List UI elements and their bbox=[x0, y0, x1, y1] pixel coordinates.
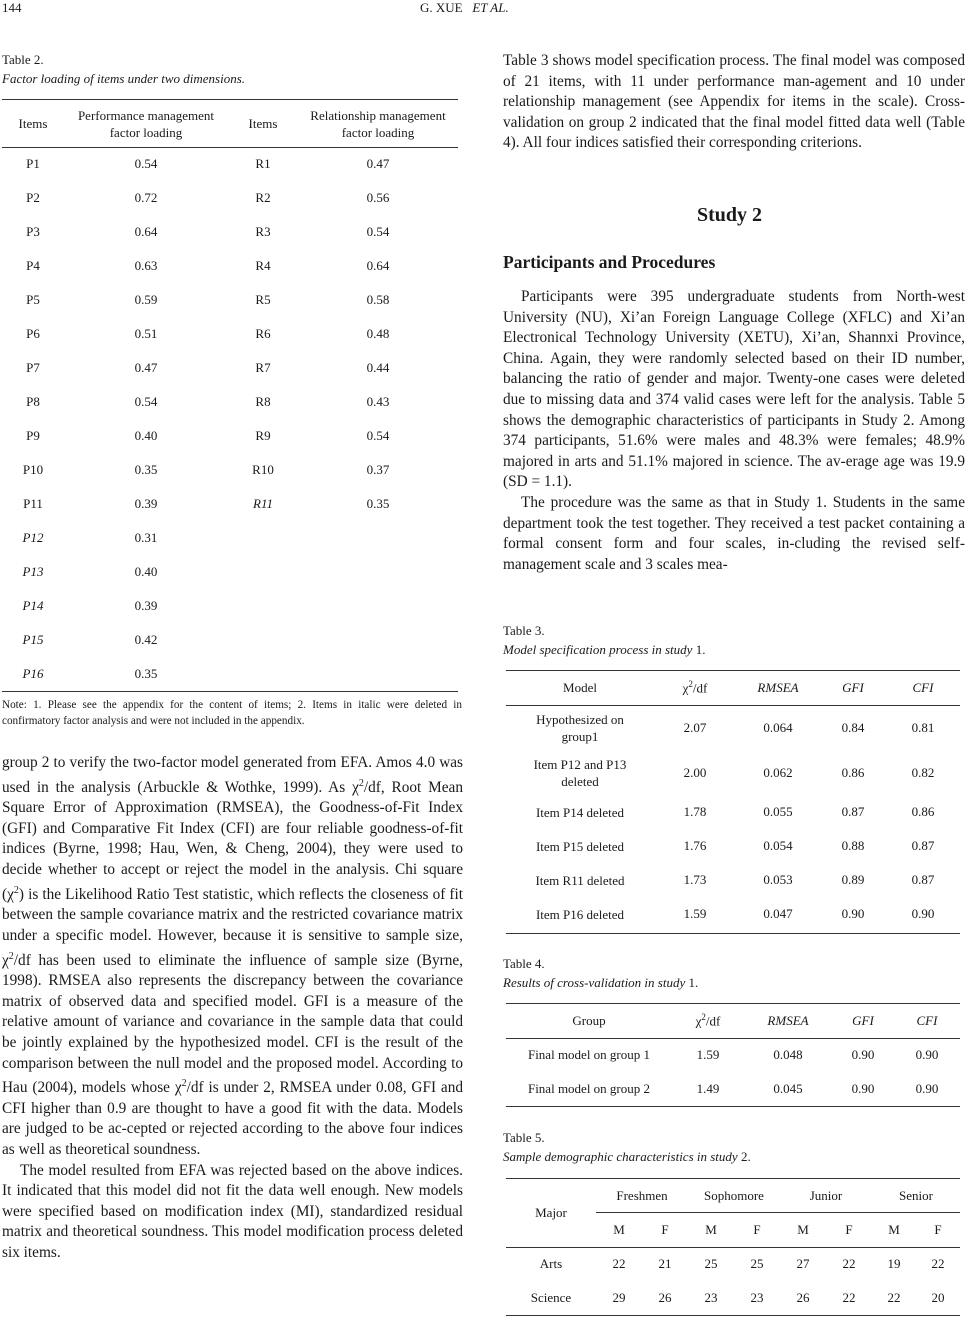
table2-col-items: Items bbox=[18, 115, 48, 131]
table2-loading-r: 0.64 bbox=[366, 258, 390, 273]
table4-title: Results of cross-validation in study bbox=[503, 975, 686, 990]
table-row bbox=[506, 1038, 960, 1072]
table2-item-r: R2 bbox=[255, 190, 271, 205]
table3-col-cfi: CFI bbox=[912, 680, 934, 695]
table2-loading-p: 0.63 bbox=[134, 258, 158, 273]
table-row bbox=[2, 215, 458, 249]
table5-sex: M bbox=[613, 1222, 625, 1237]
table2-loading-p: 0.51 bbox=[134, 326, 158, 341]
table3-gfi-cell: 0.89 bbox=[841, 872, 865, 887]
table2-item-p: P16 bbox=[22, 666, 44, 681]
table2-item-r: R10 bbox=[252, 462, 274, 477]
table5-value-cell: 22 bbox=[842, 1290, 856, 1305]
table3-model-cell bbox=[506, 750, 654, 795]
table2-item-r bbox=[228, 657, 298, 691]
table4-gfi-cell: 0.90 bbox=[851, 1047, 875, 1062]
table3-model-cell bbox=[506, 705, 654, 750]
table2-col-performance: Performance management factor loading bbox=[77, 107, 215, 140]
table4-chi-cell: 1.59 bbox=[696, 1047, 720, 1062]
table3-chi-cell: 1.76 bbox=[683, 838, 707, 853]
table2-loading-r bbox=[298, 589, 458, 623]
table3-model-cell bbox=[506, 863, 654, 897]
table2 bbox=[2, 100, 458, 691]
left-paragraph-2: The model resulted from EFA was rejected based on the above indices. It indicated that this model did not fit the data well enough. New models were specified based on modification index (MI), standardized residual matrix and theoretical soundness. This model modification process deleted six items. bbox=[2, 1161, 463, 1262]
table3-model-line1: Item R11 deleted bbox=[535, 872, 625, 888]
table3-number: Table 3. bbox=[503, 623, 545, 638]
table3 bbox=[506, 671, 960, 931]
table2-loading-r: 0.54 bbox=[366, 224, 390, 239]
table3-chi-cell: 1.73 bbox=[683, 872, 707, 887]
table5-value-cell: 27 bbox=[796, 1256, 810, 1271]
table5-year-row bbox=[506, 1179, 960, 1213]
table2-loading-p: 0.54 bbox=[134, 156, 158, 171]
table3-col-chi: $\chi^2/df$ bbox=[682, 679, 708, 696]
table3-gfi-cell: 0.90 bbox=[841, 906, 865, 921]
table3-rmsea-cell: 0.047 bbox=[763, 906, 793, 921]
table5-value-cell: 22 bbox=[842, 1256, 856, 1271]
table4-col-cfi: CFI bbox=[916, 1013, 938, 1028]
table2-item-r: R5 bbox=[255, 292, 271, 307]
table2-loading-p: 0.35 bbox=[134, 462, 158, 477]
table2-loading-r: 0.56 bbox=[366, 190, 390, 205]
table5-sex: M bbox=[705, 1222, 717, 1237]
table-row bbox=[2, 419, 458, 453]
table3-gfi-cell: 0.88 bbox=[841, 838, 865, 853]
table5-sex: M bbox=[797, 1222, 809, 1237]
table-row bbox=[2, 589, 458, 623]
table4 bbox=[506, 1004, 960, 1106]
table2-item-p: P15 bbox=[22, 632, 44, 647]
table-row bbox=[2, 623, 458, 657]
table-row bbox=[2, 521, 458, 555]
table2-item-p: P14 bbox=[22, 598, 44, 613]
table2-loading-r: 0.44 bbox=[366, 360, 390, 375]
table2-loading-p: 0.35 bbox=[134, 666, 158, 681]
table3-chi-cell: 2.00 bbox=[683, 764, 707, 780]
table4-cfi-cell: 0.90 bbox=[915, 1081, 939, 1096]
table-row bbox=[506, 897, 960, 931]
table-row bbox=[2, 555, 458, 589]
table2-loading-r: 0.35 bbox=[366, 496, 390, 511]
table2-loading-p: 0.42 bbox=[134, 632, 158, 647]
table2-item-p: P2 bbox=[26, 190, 40, 205]
table5-value-cell: 23 bbox=[704, 1290, 718, 1305]
table-row bbox=[2, 453, 458, 487]
table2-item-r: R4 bbox=[255, 258, 271, 273]
table5-value-cell: 26 bbox=[658, 1290, 672, 1305]
table3-chi-cell: 1.59 bbox=[683, 906, 707, 921]
table3-model-cell bbox=[506, 795, 654, 829]
table-row bbox=[506, 863, 960, 897]
table2-item-p: P6 bbox=[26, 326, 40, 341]
table3-rmsea-cell: 0.062 bbox=[763, 764, 793, 780]
table3-col-rmsea: RMSEA bbox=[757, 680, 799, 695]
page-number: 144 bbox=[2, 0, 22, 15]
table-row bbox=[506, 829, 960, 863]
table2-caption bbox=[2, 50, 245, 88]
table3-header-row bbox=[506, 671, 960, 705]
table5-year-sophomore: Sophomore bbox=[704, 1188, 764, 1203]
table2-item-r: R7 bbox=[255, 360, 271, 375]
table2-item-p: P3 bbox=[26, 224, 40, 239]
table-row bbox=[2, 487, 458, 521]
table2-item-r: R6 bbox=[255, 326, 271, 341]
table4-title-suffix: 1. bbox=[685, 975, 699, 990]
table3-model-line1: Hypothesized on bbox=[536, 711, 624, 727]
table4-rmsea-cell: 0.045 bbox=[773, 1081, 803, 1096]
table5-sex: F bbox=[753, 1222, 761, 1237]
running-header bbox=[420, 0, 509, 16]
table3-cfi-cell: 0.87 bbox=[911, 872, 935, 887]
table2-loading-r: 0.54 bbox=[366, 428, 390, 443]
table3-col-gfi: GFI bbox=[842, 680, 864, 695]
table3-model-line1: Item P15 deleted bbox=[535, 838, 625, 854]
right-body-text bbox=[503, 287, 965, 575]
table3-cfi-cell: 0.81 bbox=[911, 719, 935, 735]
table3-rmsea-cell: 0.053 bbox=[763, 872, 793, 887]
table2-loading-p: 0.47 bbox=[134, 360, 158, 375]
table5-year-senior: Senior bbox=[899, 1188, 933, 1203]
table3-model-line2: group1 bbox=[561, 728, 599, 744]
table2-title: Factor loading of items under two dimensions. bbox=[2, 71, 246, 86]
table5-sex: F bbox=[845, 1222, 853, 1237]
table3-gfi-cell: 0.84 bbox=[841, 719, 865, 735]
table3-caption bbox=[503, 621, 705, 659]
table5-value-cell: 26 bbox=[796, 1290, 810, 1305]
table5-sex: F bbox=[661, 1222, 669, 1237]
table2-item-r: R1 bbox=[255, 156, 271, 171]
table3-chi-cell: 2.07 bbox=[683, 719, 707, 735]
table2-loading-r: 0.43 bbox=[366, 394, 390, 409]
table3-model-line1: Item P14 deleted bbox=[535, 804, 625, 820]
table4-number: Table 4. bbox=[503, 956, 545, 971]
table2-item-r bbox=[228, 555, 298, 589]
table5-value-cell: 22 bbox=[931, 1256, 945, 1271]
superscript-two: 2 bbox=[13, 884, 19, 896]
table2-loading-p: 0.40 bbox=[134, 564, 158, 579]
superscript-two: 2 bbox=[8, 950, 14, 962]
table5-value-cell: 25 bbox=[750, 1256, 764, 1271]
table-row bbox=[2, 249, 458, 283]
table3-cfi-cell: 0.86 bbox=[911, 804, 935, 819]
table5-year-freshmen: Freshmen bbox=[616, 1188, 668, 1203]
table3-model-cell bbox=[506, 897, 654, 931]
table3-title-line bbox=[503, 640, 705, 659]
right-paragraph-2: Participants were 395 undergraduate students from North-west University (NU), Xi’an Foreign Language College (XFLC) and Xi’an Electronical Technology University (XETU), Xi’an, Shannxi Province, China. Again, they were randomly selected based on their ID number, balancing the ratio of gender and major. Twenty-one cases were deleted due to missing data and 374 valid cases were left for the analysis. Table 5 shows the demographic characteristics of participants in Study 2. Among 374 participants, 51.6% were males and 48.3% were females; 48.9% majored in arts and 51.1% majored in science. The av-erage age was 19.9 (SD = 1.1). bbox=[503, 288, 965, 491]
table3-rmsea-cell: 0.055 bbox=[763, 804, 793, 819]
table2-item-p: P5 bbox=[26, 292, 40, 307]
table2-loading-r: 0.37 bbox=[366, 462, 390, 477]
table2-loading-p: 0.72 bbox=[134, 190, 158, 205]
table2-item-r bbox=[228, 521, 298, 555]
running-header-author: G. XUE bbox=[420, 0, 463, 15]
table-row bbox=[506, 1247, 960, 1281]
table2-bottom-rule bbox=[2, 691, 458, 692]
table5-major-cell: Science bbox=[530, 1290, 572, 1305]
table4-col-group: Group bbox=[572, 1013, 606, 1028]
table3-gfi-cell: 0.87 bbox=[841, 804, 865, 819]
table5-value-cell: 22 bbox=[612, 1256, 626, 1271]
table5 bbox=[506, 1179, 960, 1315]
table2-note: Note: 1. Please see the appendix for the content of items; 2. Items in italic were deleted in confirmatory factor analysis and were not included in the appendix. bbox=[2, 699, 462, 727]
table2-loading-p: 0.59 bbox=[134, 292, 158, 307]
table4-group-cell: Final model on group 1 bbox=[527, 1047, 651, 1062]
table-row bbox=[506, 795, 960, 829]
table3-rmsea-cell: 0.064 bbox=[763, 719, 793, 735]
table3-cfi-cell: 0.90 bbox=[911, 906, 935, 921]
table3-col-model: Model bbox=[563, 680, 597, 695]
table4-chi-cell: 1.49 bbox=[696, 1081, 720, 1096]
table2-loading-r: 0.47 bbox=[366, 156, 390, 171]
table5-number: Table 5. bbox=[503, 1130, 545, 1145]
table2-loading-p: 0.64 bbox=[134, 224, 158, 239]
table-row bbox=[2, 181, 458, 215]
table3-cfi-cell: 0.82 bbox=[911, 764, 935, 780]
table-row bbox=[506, 1072, 960, 1106]
table4-title-line bbox=[503, 973, 698, 992]
table4-col-chi: $\chi^2/df$ bbox=[695, 1012, 721, 1029]
table5-major-cell: Arts bbox=[539, 1256, 563, 1271]
right-paragraph-1: Table 3 shows model specification process. The final model was composed of 21 items, with 11 under performance man-agement and 10 under relationship management (see Appendix for items in the scale). Cross-validation on group 2 indicated that the final model fitted data well (Table 4). All four indices satisfied their corresponding criterions. bbox=[503, 52, 965, 152]
table2-loading-r bbox=[298, 521, 458, 555]
table2-item-p: P12 bbox=[22, 530, 44, 545]
table3-title: Model specification process in study bbox=[503, 642, 693, 657]
table2-number: Table 2. bbox=[2, 52, 44, 67]
table4-header-row bbox=[506, 1004, 960, 1038]
table2-item-p: P4 bbox=[26, 258, 40, 273]
table2-loading-r bbox=[298, 657, 458, 691]
table2-item-r bbox=[228, 623, 298, 657]
table3-model-cell bbox=[506, 829, 654, 863]
table2-loading-r: 0.48 bbox=[366, 326, 390, 341]
table5-col-major: Major bbox=[535, 1205, 567, 1220]
table2-item-r: R9 bbox=[255, 428, 271, 443]
table2-item-r: R3 bbox=[255, 224, 271, 239]
table5-sex: F bbox=[934, 1222, 942, 1237]
table2-col-items-2: Items bbox=[248, 115, 278, 131]
table2-loading-p: 0.39 bbox=[134, 598, 158, 613]
table-row bbox=[2, 147, 458, 181]
table4-gfi-cell: 0.90 bbox=[851, 1081, 875, 1096]
table2-item-p: P9 bbox=[26, 428, 40, 443]
table5-value-cell: 21 bbox=[658, 1256, 672, 1271]
table4-bottom-rule bbox=[506, 1106, 960, 1107]
participants-heading: Participants and Procedures bbox=[503, 252, 716, 272]
study-2-heading: Study 2 bbox=[697, 204, 763, 226]
table3-cfi-cell: 0.87 bbox=[911, 838, 935, 853]
table2-loading-p: 0.39 bbox=[134, 496, 158, 511]
table4-col-gfi: GFI bbox=[852, 1013, 874, 1028]
table-row bbox=[506, 750, 960, 795]
left-body-text bbox=[2, 753, 463, 1264]
table5-value-cell: 19 bbox=[887, 1256, 901, 1271]
table5-value-cell: 23 bbox=[750, 1290, 764, 1305]
table2-loading-r bbox=[298, 623, 458, 657]
table3-bottom-rule bbox=[506, 933, 960, 934]
table5-title-line bbox=[503, 1147, 751, 1166]
table2-loading-r bbox=[298, 555, 458, 589]
table5-value-cell: 22 bbox=[887, 1290, 901, 1305]
table2-item-r: R8 bbox=[255, 394, 271, 409]
table2-item-p: P11 bbox=[23, 496, 43, 511]
table5-value-cell: 20 bbox=[931, 1290, 945, 1305]
table-row bbox=[2, 657, 458, 691]
table2-item-p: P13 bbox=[22, 564, 44, 579]
superscript-two: 2 bbox=[358, 777, 364, 789]
table4-caption bbox=[503, 954, 698, 992]
table3-rmsea-cell: 0.054 bbox=[763, 838, 793, 853]
table-row bbox=[2, 283, 458, 317]
table4-cfi-cell: 0.90 bbox=[915, 1047, 939, 1062]
table5-bottom-rule bbox=[506, 1315, 960, 1316]
table2-header-row bbox=[2, 100, 458, 147]
table2-loading-p: 0.54 bbox=[134, 394, 158, 409]
table3-model-line1: Item P12 and P13 bbox=[533, 756, 627, 772]
table2-loading-p: 0.40 bbox=[134, 428, 158, 443]
left-paragraph-1: group 2 to verify the two-factor model generated from EFA. Amos 4.0 was used in the analysis (Arbuckle & Wothke, 1999). As $\chi^2/df$, Root Mean Square Error of Approximation (RMSEA), the Goodness-of-Fit Index (GFI) and Comparative Fit Index (CFI) are four reliable goodness-of-fit indices (Byrne, 1998; Hau, Wen, & Cheng, 2004), they were used to decide whether to accept or reject the model in the analysis. Chi square $(\chi^2)$ is the Likelihood Ratio Test statistic, which reflects the closeness of fit between the sample covariance matrix and the restricted covariance matrix under a specific model. However, because it is sensitive to sample size, $\chi^2/df$ has been used to eliminate the influence of sample size (Byrne, 1998). RMSEA also represents the discrepancy between the covariance matrix of observed data and specified model. GFI is a measure of the relative amount of variance and covariance in the sample data that could be jointly explained by the hypothesized model. CFI is the result of the comparison between the null model and the proposed model. According to Hau (2004), models whose $\chi^2/df$ is under 2, RMSEA under 0.08, GFI and CFI higher than 0.9 are thought to have a good fit with the data. Models are judged to be ac-cepted or rejected according to the above four indices as well as theoretical soundness. bbox=[2, 754, 463, 1159]
table5-value-cell: 25 bbox=[704, 1256, 718, 1271]
table3-title-suffix: 1. bbox=[692, 642, 706, 657]
table2-item-p: P7 bbox=[26, 360, 40, 375]
table-row bbox=[2, 351, 458, 385]
table3-model-line2: deleted bbox=[561, 773, 599, 789]
table2-item-r: R11 bbox=[253, 496, 273, 511]
table2-item-p: P10 bbox=[22, 462, 44, 477]
table2-item-p: P1 bbox=[26, 156, 40, 171]
table4-col-rmsea: RMSEA bbox=[767, 1013, 809, 1028]
table2-item-r bbox=[228, 589, 298, 623]
right-paragraph-3: The procedure was the same as that in Study 1. Students in the same department took the test together. They received a test packet containing a formal consent form and four scales, in-cluding the revised self-management scale and 3 scales mea- bbox=[503, 493, 965, 573]
table5-title-suffix: 2. bbox=[737, 1149, 751, 1164]
table-row bbox=[506, 1281, 960, 1315]
table2-loading-p: 0.31 bbox=[134, 530, 158, 545]
table-row bbox=[2, 385, 458, 419]
table-row bbox=[2, 317, 458, 351]
table5-caption bbox=[503, 1128, 751, 1166]
table2-loading-r: 0.58 bbox=[366, 292, 390, 307]
table2-item-p: P8 bbox=[26, 394, 40, 409]
table5-year-junior: Junior bbox=[809, 1188, 843, 1203]
table3-model-line1: Item P16 deleted bbox=[535, 906, 625, 922]
table2-col-relationship: Relationship management factor loading bbox=[310, 107, 446, 140]
running-header-etal: ET AL. bbox=[472, 0, 509, 15]
superscript-two: 2 bbox=[181, 1078, 187, 1090]
table3-chi-cell: 1.78 bbox=[683, 804, 707, 819]
table5-title: Sample demographic characteristics in study bbox=[503, 1149, 738, 1164]
table4-group-cell: Final model on group 2 bbox=[527, 1081, 651, 1096]
table-row bbox=[506, 705, 960, 750]
table5-value-cell: 29 bbox=[612, 1290, 626, 1305]
table3-gfi-cell: 0.86 bbox=[841, 764, 865, 780]
table5-sex: M bbox=[888, 1222, 900, 1237]
table4-rmsea-cell: 0.048 bbox=[773, 1047, 803, 1062]
